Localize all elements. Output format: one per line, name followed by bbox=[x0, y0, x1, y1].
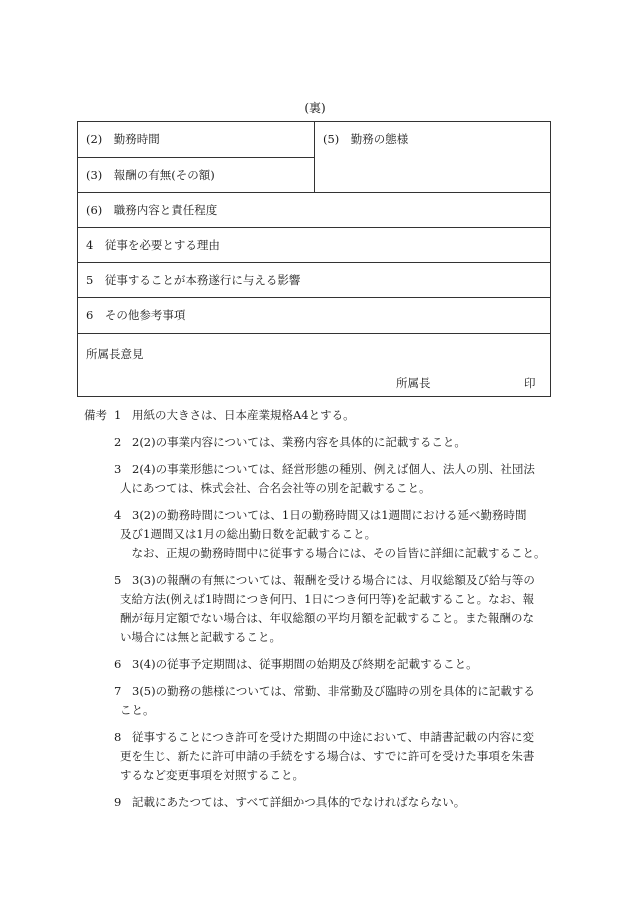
note-line: 3(5)の勤務の態様については、常勤、非常勤及び臨時の別を具体的に記載する bbox=[132, 684, 535, 698]
note-line: 3(3)の報酬の有無については、報酬を受ける場合には、月収総額及び給与等の bbox=[132, 573, 535, 587]
note-item bbox=[84, 460, 564, 498]
notes-section bbox=[84, 406, 564, 812]
note-number: 8 bbox=[114, 730, 122, 744]
note-line: 3(4)の従事予定期間は、従事期間の始期及び終期を記載すること。 bbox=[132, 657, 478, 671]
other-cell[interactable] bbox=[78, 298, 550, 333]
form-table bbox=[77, 121, 551, 397]
note-line: 酬が毎月定額でない場合は、年収総額の平均月額を記載すること。また報酬のな bbox=[120, 611, 534, 625]
note-line: 従事することにつき許可を受けた期間の中途において、申請書記載の内容に変 bbox=[132, 730, 535, 744]
note-text bbox=[120, 682, 564, 720]
seal-mark: 印 bbox=[524, 376, 536, 390]
note-item bbox=[84, 728, 564, 785]
supervisor-label: 所属長 bbox=[396, 376, 431, 390]
work-hours-cell[interactable] bbox=[78, 122, 314, 157]
note-line: するなど変更事項を対照すること。 bbox=[120, 768, 304, 782]
note-text bbox=[120, 506, 564, 563]
note-line: 及び1週間又は1月の総出勤日数を記載すること。 bbox=[120, 527, 377, 541]
supervisor-opinion-cell[interactable] bbox=[78, 334, 550, 396]
note-item bbox=[84, 655, 564, 674]
note-line: 2(2)の事業内容については、業務内容を具体的に記載すること。 bbox=[132, 435, 466, 449]
note-item bbox=[84, 406, 564, 425]
other-label: 6 その他参考事項 bbox=[86, 308, 186, 322]
note-number: 7 bbox=[114, 684, 122, 698]
remuneration-cell[interactable] bbox=[78, 158, 314, 192]
reason-cell[interactable] bbox=[78, 228, 550, 262]
note-line: 更を生じ、新たに許可申請の手続をする場合は、すでに許可を受けた事項を朱書 bbox=[120, 749, 535, 763]
note-number: 6 bbox=[114, 657, 122, 671]
duties-label: (6) 職務内容と責任程度 bbox=[86, 203, 218, 217]
page-heading: (裏) bbox=[304, 101, 326, 115]
notes-label: 備考 bbox=[84, 408, 107, 422]
note-item bbox=[84, 682, 564, 720]
impact-label: 5 従事することが本務遂行に与える影響 bbox=[86, 273, 301, 287]
note-number: 2 bbox=[114, 435, 122, 449]
note-line: 記載にあたつては、すべて詳細かつ具体的でなければならない。 bbox=[132, 795, 466, 809]
reason-label: 4 従事を必要とする理由 bbox=[86, 238, 220, 252]
note-line: い場合には無と記載すること。 bbox=[120, 630, 281, 644]
work-mode-cell[interactable] bbox=[315, 122, 550, 192]
note-item bbox=[84, 793, 564, 812]
note-line: 3(2)の勤務時間については、1日の勤務時間又は1週間における延べ勤務時間 bbox=[132, 508, 527, 522]
note-text bbox=[120, 460, 564, 498]
note-text bbox=[132, 793, 564, 812]
note-text bbox=[120, 571, 564, 647]
note-number: 3 bbox=[114, 462, 122, 476]
supervisor-opinion-label: 所属長意見 bbox=[86, 347, 144, 361]
work-mode-label: (5) 勤務の態様 bbox=[323, 132, 409, 146]
note-item bbox=[84, 506, 564, 563]
impact-cell[interactable] bbox=[78, 263, 550, 297]
remuneration-label: (3) 報酬の有無(その額) bbox=[86, 168, 215, 182]
note-line: 支給方法(例えば1時間につき何円、1日につき何円等)を記載すること。なお、報 bbox=[120, 592, 535, 606]
note-item bbox=[84, 433, 564, 452]
note-line: こと。 bbox=[120, 703, 155, 717]
note-line: 用紙の大きさは、日本産業規格A4とする。 bbox=[132, 408, 355, 422]
work-hours-label: (2) 勤務時間 bbox=[86, 132, 160, 146]
duties-cell[interactable] bbox=[78, 193, 550, 227]
note-text bbox=[132, 655, 564, 674]
note-number: 1 bbox=[114, 408, 122, 422]
note-line: 2(4)の事業形態については、経営形態の種別、例えば個人、法人の別、社団法 bbox=[132, 462, 535, 476]
note-text bbox=[132, 433, 564, 452]
note-line: なお、正規の勤務時間中に従事する場合には、その旨皆に詳細に記載すること。 bbox=[120, 546, 546, 560]
note-text bbox=[120, 728, 564, 785]
note-line: 人にあつては、株式会社、合名会社等の別を記載すること。 bbox=[120, 481, 431, 495]
note-item bbox=[84, 571, 564, 647]
note-number: 9 bbox=[114, 795, 122, 809]
note-number: 4 bbox=[114, 508, 122, 522]
note-text bbox=[132, 406, 564, 425]
note-number: 5 bbox=[114, 573, 122, 587]
